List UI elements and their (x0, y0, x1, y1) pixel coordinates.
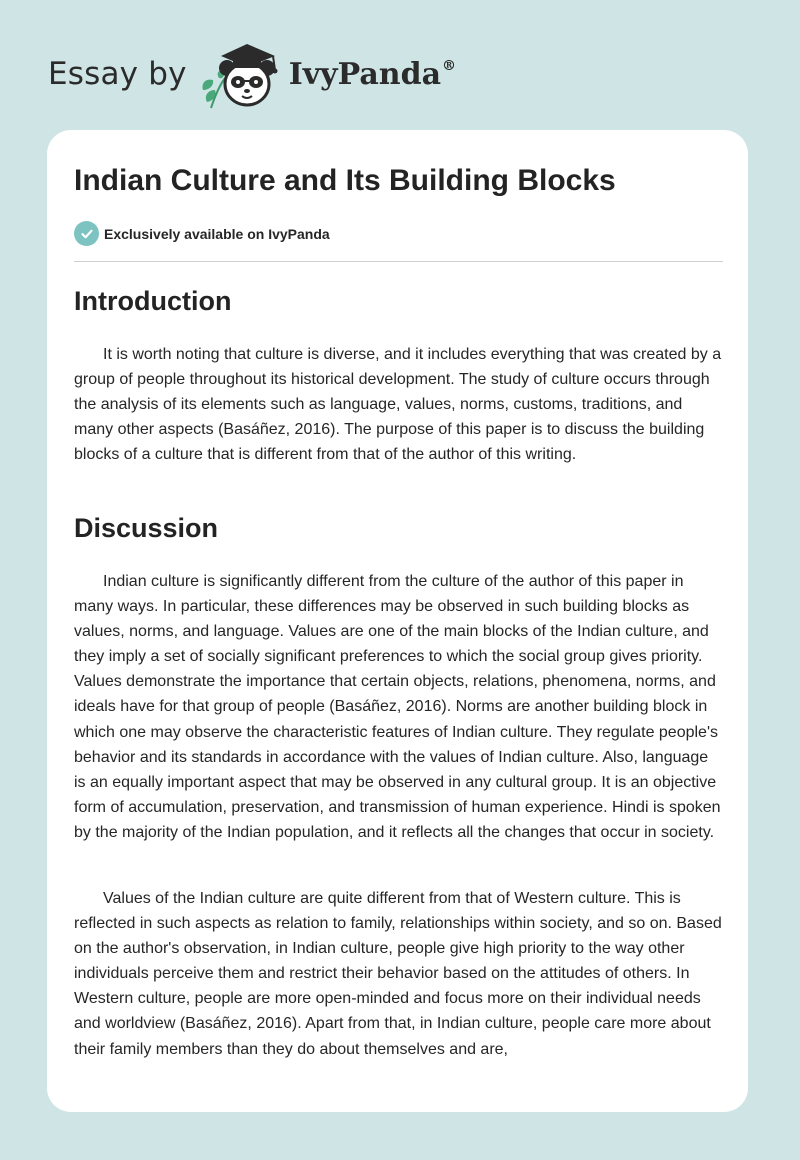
essay-card (47, 130, 748, 1112)
section-heading-introduction: Introduction (74, 286, 232, 316)
paragraph: Indian culture is significantly different from the culture of the author of this paper in many ways. In particular, these differences may be observed in such building blocks as values, norms, and language. Values are one of the main blocks of the Indian culture, and they imply a set of socially significant preferences to which the social group gives priority. Values demonstrate the importance that certain objects, relations, phenomena, norms, and ideals have for that group of people (Basáñez, 2016). Norms are another building block in which one may observe the characteristic features of Indian culture. They regulate people's behavior and its standards in accordance with the values of Indian culture. Also, language is an equally important aspect that may be observed in any cultural group. It is an objective form of accumulation, preservation, and transmission of human experience. Hindi is spoken by the majority of the Indian population, and it reflects all the changes that occur in society. (74, 573, 721, 841)
title-divider (74, 261, 723, 262)
section-heading-discussion: Discussion (74, 513, 219, 543)
exclusive-badge (74, 221, 330, 246)
page-title: Indian Culture and Its Building Blocks (74, 164, 616, 197)
leaf-icon (202, 70, 225, 108)
paragraph: Values of the Indian culture are quite different from that of Western culture. This is reflected in such aspects as relation to family, relationships within society, and so on. Based on the author's observation, in Indian culture, people give high priority to the way other individuals perceive them and restrict their behavior based on the attitudes of others. In Western culture, people are more open-minded and focus more on their individual needs and worldview (Basáñez, 2016). Apart from that, in Indian culture, people care more about their family members than they do about themselves and are, (74, 890, 722, 1058)
panda-logo-icon[interactable] (195, 34, 287, 114)
brand-name[interactable]: IvyPanda® (288, 56, 457, 92)
exclusive-badge-label: Exclusively available on IvyPanda (104, 225, 330, 242)
essay-by-label: Essay by (48, 56, 187, 92)
check-circle-icon (74, 221, 99, 246)
paragraph: It is worth noting that culture is diverse, and it includes everything that was created by a group of people throughout its historical development. The study of culture occurs through the analysis of its elements such as language, values, norms, customs, traditions, and many other aspects (Basáñez, 2016). The purpose of this paper is to discuss the building blocks of a culture that is different from that of the author of this writing. (74, 346, 722, 464)
trademark-symbol: ® (442, 57, 457, 74)
site-header (48, 34, 456, 114)
